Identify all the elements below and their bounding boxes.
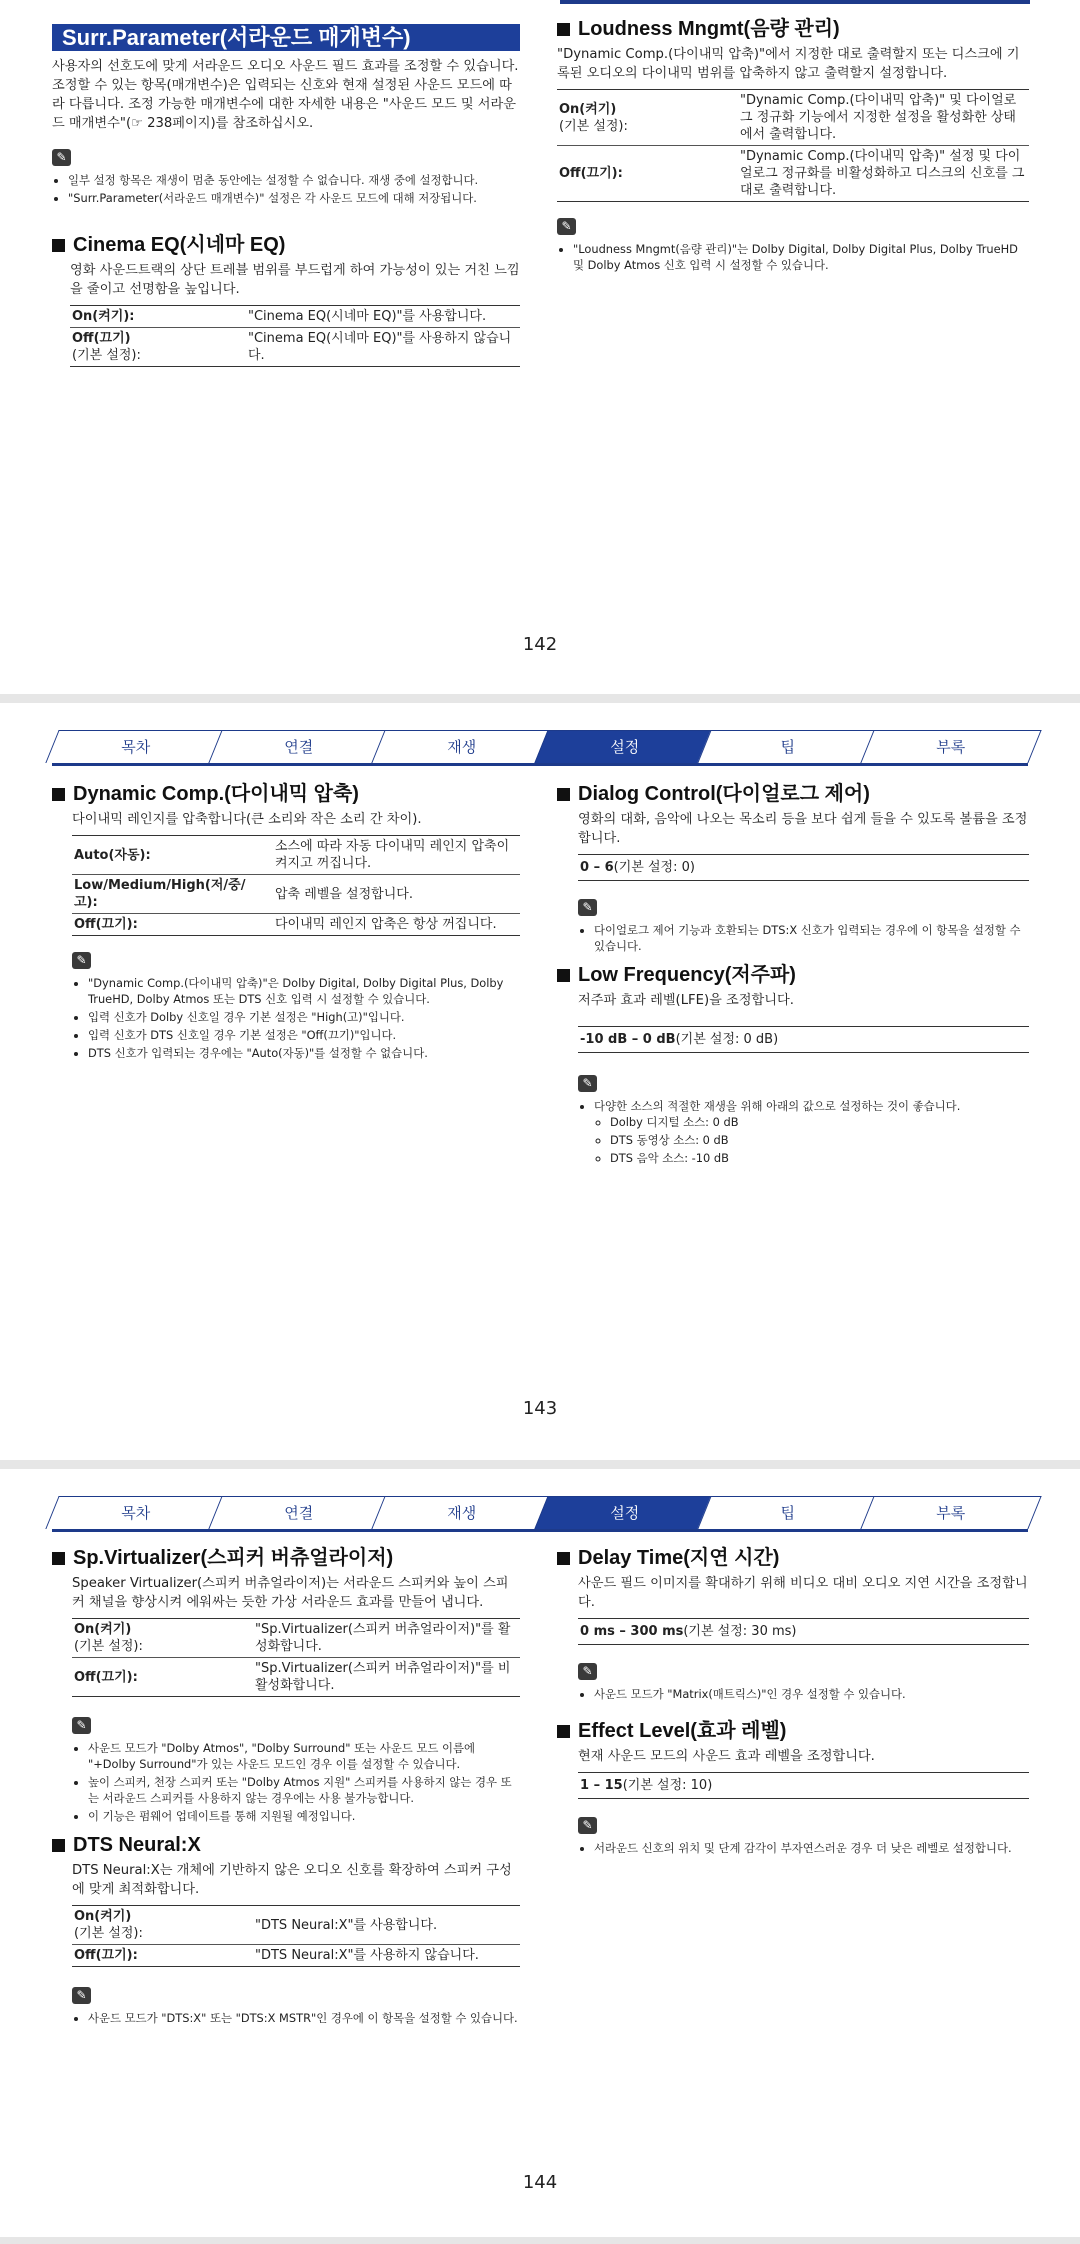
section-square-icon [557, 788, 570, 801]
option-name: Off(끄기): [559, 166, 623, 181]
note-item: • 서라운드 신호의 위치 및 단계 감각이 부자연스러운 경우 더 낮은 레벨로 설정합니다. [594, 1840, 1029, 1856]
note-pencil-icon: ✎ [578, 1075, 597, 1092]
option-default-label: (기본 설정): [74, 1926, 143, 1941]
option-name: On(켜기) [74, 1909, 132, 1924]
tab-playback[interactable]: 재생 [371, 730, 552, 763]
note-item: • 다양한 소스의 적절한 재생을 위해 아래의 값으로 설정하는 것이 좋습니다. ◦ Dolby 디지털 소스: 0 dB ◦ DTS 동영상 소스: 0 dB ◦ DTS 음악 소스: -10 dB [594, 1098, 1029, 1166]
dynamic-comp-title: Dynamic Comp.(다이내믹 압축) [73, 783, 359, 805]
dynamic-comp-notes [72, 975, 520, 1061]
loudness-description: "Dynamic Comp.(다이내믹 압축)"에서 지정한 대로 출력할지 또는 디스크에 기록된 오디오의 다이내믹 범위를 압축하지 않고 출력할지 설정합니다. [557, 47, 1020, 81]
table-row [72, 875, 520, 914]
section-square-icon [52, 788, 65, 801]
chapter-tab-bar [52, 1496, 1028, 1532]
section-square-icon [52, 1839, 65, 1852]
range-value: 1 – 15 [580, 1778, 623, 1793]
cinema-eq-description: 영화 사운드트랙의 상단 트레블 범위를 부드럽게 하여 가능성이 있는 거친 느낌을 줄이고 선명함을 높입니다. [70, 263, 520, 297]
tab-settings[interactable]: 설정 [534, 730, 715, 763]
option-name: On(켜기) [559, 101, 617, 117]
option-name: Off(끄기): [74, 917, 138, 932]
dts-neural-notes [72, 2010, 520, 2026]
note-item: • 사운드 모드가 "DTS:X" 또는 "DTS:X MSTR"인 경우에 이 항목을 설정할 수 있습니다. [88, 2010, 520, 2026]
option-name: On(켜기) [74, 1622, 132, 1637]
note-item: • 높이 스피커, 천장 스피커 또는 "Dolby Atmos 지원" 스피커를 사용하지 않는 경우 또는 서라운드 스피커를 사용하지 않는 경우에는 사용 불가능합니다. [88, 1774, 520, 1806]
dts-neural-options-table [72, 1905, 520, 1967]
loudness-options-table [557, 89, 1029, 202]
low-frequency-title: Low Frequency(저주파) [578, 964, 796, 986]
tab-appendix[interactable]: 부록 [860, 730, 1041, 763]
dialog-control-heading [557, 785, 1029, 804]
table-row [72, 1906, 520, 1945]
range-default: (기본 설정: 0 dB) [675, 1032, 779, 1047]
option-default-label: (기본 설정): [559, 118, 628, 134]
effect-level-notes [578, 1840, 1029, 1856]
table-row [72, 1619, 520, 1658]
note-item: • 입력 신호가 Dolby 신호일 경우 기본 설정은 "High(고)"입니다. [88, 1009, 520, 1025]
loudness-notes [557, 241, 1029, 273]
option-value: "Cinema EQ(시네마 EQ)"를 사용하지 않습니다. [248, 331, 512, 363]
option-default-label: (기본 설정): [72, 348, 141, 363]
delay-time-title: Delay Time(지연 시간) [578, 1547, 780, 1569]
option-value: "DTS Neural:X"를 사용합니다. [255, 1917, 438, 1933]
delay-time-range [578, 1618, 1029, 1645]
cinema-eq-heading [52, 236, 520, 255]
range-default: (기본 설정: 0) [613, 860, 695, 875]
cinema-eq-options-table [70, 305, 520, 367]
option-default-label: (기본 설정): [74, 1639, 143, 1654]
manual-page-142 [0, 0, 1080, 694]
dialog-control-range [578, 854, 1029, 881]
section-square-icon [557, 1725, 570, 1738]
low-frequency-description: 저주파 효과 레벨(LFE)을 조정합니다. [578, 993, 794, 1008]
tab-contents[interactable]: 목차 [45, 730, 226, 763]
delay-time-notes [578, 1686, 1029, 1702]
dialog-control-notes [578, 922, 1029, 954]
option-value: "Cinema EQ(시네마 EQ)"를 사용합니다. [248, 309, 487, 324]
right-column [557, 1549, 1029, 1866]
note-item: • "Dynamic Comp.(다이내믹 압축)"은 Dolby Digital, Dolby Digital Plus, Dolby TrueHD, Dolby Atmos 또는 DTS 신호 입력 시 설정할 수 있습니다. [88, 975, 520, 1007]
tab-tips[interactable]: 팁 [697, 730, 878, 763]
note-pencil-icon: ✎ [557, 218, 576, 235]
dialog-control-title: Dialog Control(다이얼로그 제어) [578, 783, 870, 805]
effect-level-heading [557, 1722, 1029, 1741]
manual-page-143 [0, 703, 1080, 1460]
sp-virtualizer-options-table [72, 1618, 520, 1697]
loudness-title: Loudness Mngmt(음량 관리) [578, 18, 840, 40]
low-frequency-range [578, 1026, 1029, 1053]
page-top-rule [560, 0, 1030, 4]
low-frequency-heading [557, 966, 1029, 985]
note-item: • 입력 신호가 DTS 신호일 경우 기본 설정은 "Off(끄기)"입니다. [88, 1027, 520, 1043]
page-number: 142 [522, 634, 558, 655]
table-row [70, 306, 520, 328]
note-item: • 다이얼로그 제어 기능과 호환되는 DTS:X 신호가 입력되는 경우에 이 항목을 설정할 수 있습니다. [594, 922, 1029, 954]
sub-note-item: ◦ Dolby 디지털 소스: 0 dB [610, 1114, 1029, 1130]
sub-note-item: ◦ DTS 동영상 소스: 0 dB [610, 1132, 1029, 1148]
option-value: "Sp.Virtualizer(스피커 버츄얼라이저)"를 비활성화합니다. [255, 1661, 511, 1693]
note-pencil-icon: ✎ [578, 1663, 597, 1680]
range-value: -10 dB – 0 dB [580, 1032, 676, 1047]
tab-connections[interactable]: 연결 [208, 730, 389, 763]
section-square-icon [557, 23, 570, 36]
option-name: On(켜기): [72, 309, 135, 324]
section-square-icon [557, 1552, 570, 1565]
effect-level-range [578, 1772, 1029, 1799]
dialog-control-description: 영화의 대화, 음악에 나오는 목소리 등을 보다 쉽게 들을 수 있도록 볼륨을 조정합니다. [578, 812, 1028, 846]
sp-virtualizer-notes [72, 1740, 520, 1824]
effect-level-description: 현재 사운드 모드의 사운드 효과 레벨을 조정합니다. [578, 1749, 875, 1764]
right-column [557, 20, 1029, 283]
note-item: • "Loudness Mngmt(음량 관리)"는 Dolby Digital, Dolby Digital Plus, Dolby TrueHD 및 Dolby Atmos 신호 입력 시 설정할 수 있습니다. [573, 241, 1029, 273]
option-name: Off(끄기): [74, 1948, 138, 1963]
option-value: "Dynamic Comp.(다이내믹 압축)" 설정 및 다이얼로그 정규화를 비활성화하고 디스크의 신호를 그대로 출력합니다. [740, 149, 1025, 198]
dts-neural-heading [52, 1836, 520, 1855]
sp-virtualizer-title: Sp.Virtualizer(스피커 버츄얼라이저) [73, 1547, 394, 1569]
left-column [52, 785, 520, 1071]
option-value: 소스에 따라 자동 다이내믹 레인지 압축이 켜지고 꺼집니다. [275, 839, 510, 871]
dts-neural-description: DTS Neural:X는 개체에 기반하지 않은 오디오 신호를 확장하여 스피커 구성에 맞게 최적화합니다. [72, 1863, 512, 1897]
tab-playback[interactable]: 재생 [371, 1496, 552, 1529]
table-row [72, 914, 520, 936]
option-value: 압축 레벨을 설정합니다. [275, 886, 413, 902]
loudness-heading [557, 20, 1029, 39]
recommended-values-list [594, 1114, 1029, 1166]
note-item: • DTS 신호가 입력되는 경우에는 "Auto(자동)"를 설정할 수 없습니다. [88, 1045, 520, 1061]
table-row [557, 90, 1029, 146]
range-default: (기본 설정: 10) [622, 1778, 713, 1793]
range-value: 0 ms – 300 ms [580, 1624, 684, 1639]
dynamic-comp-heading [52, 785, 520, 804]
tab-settings[interactable]: 설정 [534, 1496, 715, 1529]
option-name: Off(끄기): [74, 1669, 138, 1685]
table-row [72, 1945, 520, 1967]
note-item: • 사운드 모드가 "Matrix(매트릭스)"인 경우 설정할 수 있습니다. [594, 1686, 1029, 1702]
sp-virtualizer-heading [52, 1549, 520, 1568]
page-number: 143 [522, 1398, 558, 1419]
range-default: (기본 설정: 30 ms) [683, 1624, 797, 1639]
table-row [70, 328, 520, 367]
table-row [557, 146, 1029, 202]
cinema-eq-title: Cinema EQ(시네마 EQ) [73, 234, 286, 256]
option-value: "Sp.Virtualizer(스피커 버츄얼라이저)"를 활성화합니다. [255, 1622, 511, 1654]
page-number: 144 [522, 2172, 558, 2193]
note-pencil-icon: ✎ [578, 1817, 597, 1834]
note-pencil-icon: ✎ [72, 1717, 91, 1734]
manual-page-144 [0, 1469, 1080, 2237]
note-pencil-icon: ✎ [72, 952, 91, 969]
option-name: Auto(자동): [74, 847, 151, 863]
left-column [52, 24, 520, 373]
effect-level-title: Effect Level(효과 레벨) [578, 1720, 787, 1742]
table-row [72, 836, 520, 875]
range-value: 0 – 6 [580, 860, 614, 875]
dynamic-comp-options-table [72, 835, 520, 936]
dynamic-comp-description: 다이내믹 레인지를 압축합니다(큰 소리와 작은 소리 간 차이). [72, 812, 422, 827]
option-value: 다이내믹 레인지 압축은 항상 꺼집니다. [275, 917, 497, 932]
note-pencil-icon: ✎ [578, 899, 597, 916]
section-square-icon [52, 1552, 65, 1565]
option-value: "Dynamic Comp.(다이내믹 압축)" 및 다이얼로그 정규화 기능에서 지정한 설정을 활성화한 상태에서 출력합니다. [740, 93, 1017, 142]
option-name: Off(끄기) [72, 331, 131, 346]
note-pencil-icon: ✎ [52, 149, 71, 166]
delay-time-heading [557, 1549, 1029, 1568]
option-value: "DTS Neural:X"를 사용하지 않습니다. [255, 1948, 479, 1963]
section-square-icon [557, 969, 570, 982]
surr-parameter-heading: Surr.Parameter(서라운드 매개변수) [52, 24, 520, 51]
table-row [72, 1658, 520, 1697]
low-frequency-notes [578, 1098, 1029, 1166]
tab-contents[interactable]: 목차 [45, 1496, 226, 1529]
note-item: • 이 기능은 펌웨어 업데이트를 통해 지원될 예정입니다. [88, 1808, 520, 1824]
option-name: Low/Medium/High(저/중/고): [74, 878, 246, 910]
left-column [52, 1549, 520, 2036]
chapter-tab-bar [52, 730, 1028, 766]
right-column [557, 785, 1029, 1176]
dts-neural-title: DTS Neural:X [73, 1834, 201, 1856]
note-item: • 일부 설정 항목은 재생이 멈춘 동안에는 설정할 수 없습니다. 재생 중에 설정합니다. [68, 172, 520, 188]
sub-note-item: ◦ DTS 음악 소스: -10 dB [610, 1150, 1029, 1166]
tab-appendix[interactable]: 부록 [860, 1496, 1041, 1529]
section-square-icon [52, 239, 65, 252]
surr-parameter-notes [52, 172, 520, 206]
delay-time-description: 사운드 필드 이미지를 확대하기 위해 비디오 대비 오디오 지연 시간을 조정합니다. [578, 1576, 1028, 1610]
tab-tips[interactable]: 팁 [697, 1496, 878, 1529]
note-item: • "Surr.Parameter(서라운드 매개변수)" 설정은 각 사운드 모드에 대해 저장됩니다. [68, 190, 520, 206]
tab-connections[interactable]: 연결 [208, 1496, 389, 1529]
note-item: • 사운드 모드가 "Dolby Atmos", "Dolby Surround" 또는 사운드 모드 이름에 "+Dolby Surround"가 있는 사운드 모드인 경우 이를 설정할 수 있습니다. [88, 1740, 520, 1772]
surr-parameter-description: 사용자의 선호도에 맞게 서라운드 오디오 사운드 필드 효과를 조정할 수 있습니다. 조정할 수 있는 항목(매개변수)은 입력되는 신호와 현재 설정된 사운드 모드에 따라 다릅니다. 조정 가능한 매개변수에 대한 자세한 내용은 "사운드 모드 및 서라운드 매개변수"(☞ 238페이지)를 참조하십시오. [52, 59, 519, 131]
note-pencil-icon: ✎ [72, 1987, 91, 2004]
sp-virtualizer-description: Speaker Virtualizer(스피커 버츄얼라이저)는 서라운드 스피커와 높이 스피커 채널을 향상시켜 에워싸는 듯한 가상 서라운드 효과를 만들어 냅니다. [72, 1576, 509, 1610]
